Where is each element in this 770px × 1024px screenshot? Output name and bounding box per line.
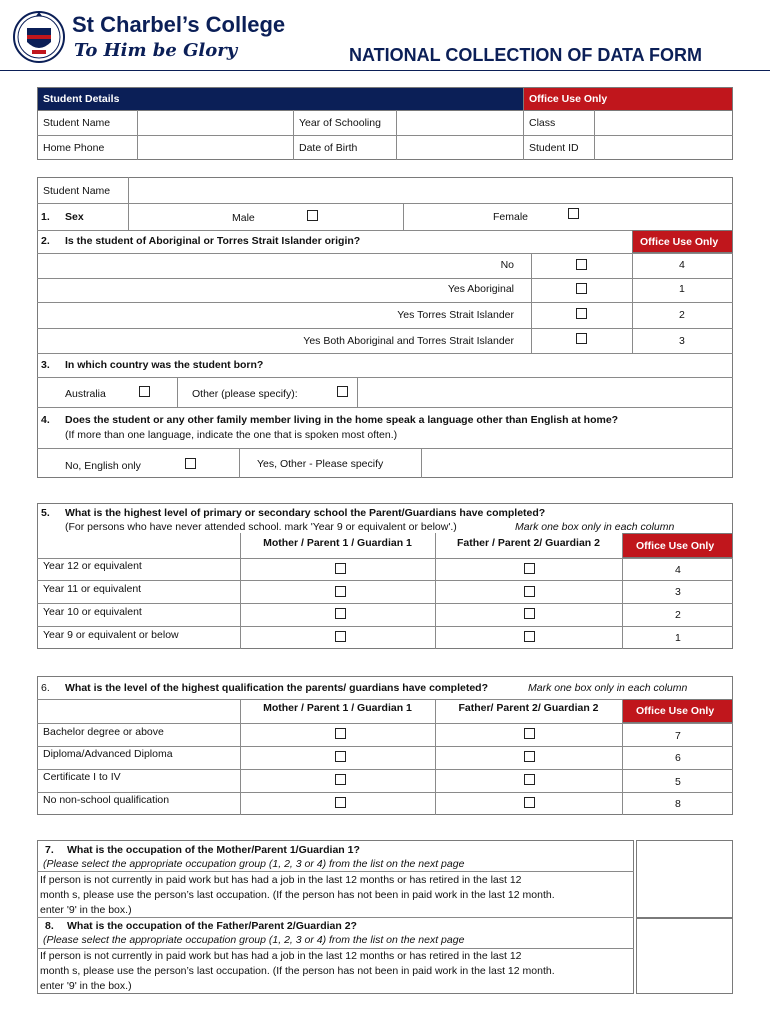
q3-other-label: Other (please specify): — [192, 388, 298, 400]
q2-option-label: Yes Aboriginal — [447, 283, 514, 295]
q6-father-checkbox[interactable] — [524, 797, 535, 808]
q5-number: 5. — [41, 507, 50, 519]
q6-row-code: 5 — [675, 776, 681, 788]
q6-mother-checkbox[interactable] — [335, 751, 346, 762]
college-motto: To Him be Glory — [74, 40, 238, 61]
q3-number: 3. — [41, 359, 50, 371]
date-of-birth-input[interactable] — [398, 137, 521, 158]
q6-number: 6. — [41, 682, 50, 694]
student-id-input[interactable] — [596, 137, 731, 158]
q5-row-label: Year 10 or equivalent — [43, 606, 142, 618]
q5-row-label: Year 12 or equivalent — [43, 560, 142, 572]
q1-student-name-input[interactable] — [130, 179, 731, 201]
q2-option-checkbox[interactable] — [576, 333, 587, 344]
q7-number: 7. — [45, 844, 54, 856]
home-phone-label: Home Phone — [43, 142, 105, 154]
q5-row-label: Year 9 or equivalent or below — [43, 629, 179, 641]
q2-option-checkbox[interactable] — [576, 283, 587, 294]
home-phone-input[interactable] — [139, 137, 291, 158]
q6-father-checkbox[interactable] — [524, 751, 535, 762]
q5-note-italic: Mark one box only in each column — [515, 521, 675, 533]
q2-option-code: 2 — [679, 309, 685, 321]
q6-row-code: 7 — [675, 730, 681, 742]
q6-row-label: Certificate I to IV — [43, 771, 121, 783]
q3-question: In which country was the student born? — [65, 359, 264, 371]
q3-australia-label: Australia — [65, 388, 106, 400]
q1-female-label: Female — [493, 211, 529, 223]
australia-checkbox[interactable] — [139, 386, 150, 397]
q5-office-use-label: Office Use Only — [636, 540, 715, 552]
q2-option-code: 4 — [679, 259, 685, 271]
female-checkbox[interactable] — [568, 208, 579, 219]
q5-col-father: Father / Parent 2/ Guardian 2 — [457, 537, 600, 549]
q6-col-father: Father/ Parent 2/ Guardian 2 — [458, 702, 599, 714]
date-of-birth-label: Date of Birth — [299, 142, 358, 154]
q6-mother-checkbox[interactable] — [335, 728, 346, 739]
year-of-schooling-label: Year of Schooling — [299, 117, 381, 129]
q2-option-code: 1 — [679, 283, 685, 295]
q5-col-mother: Mother / Parent 1 / Guardian 1 — [263, 537, 412, 549]
q6-office-use-label: Office Use Only — [636, 705, 715, 717]
q8-text-line-3: enter '9' in the box.) — [40, 980, 132, 992]
q2-option-label: No — [500, 259, 514, 271]
q6-row-code: 6 — [675, 752, 681, 764]
other-country-input[interactable] — [359, 379, 731, 405]
student-details-heading: Student Details — [43, 93, 120, 105]
q6-father-checkbox[interactable] — [524, 728, 535, 739]
q7-text-line-1: If person is not currently in paid work but has had a job in the last 12 months or has retired in the last 12 — [40, 874, 522, 886]
q6-row-label: No non-school qualification — [43, 794, 170, 806]
q7-text-line-2: month s, please use the person’s last occupation. (If the person has not been in paid work in the last 12 month. — [40, 889, 555, 901]
q2-number: 2. — [41, 235, 50, 247]
student-id-label: Student ID — [529, 142, 579, 154]
q7-answer-box[interactable] — [636, 840, 733, 918]
no-english-checkbox[interactable] — [185, 458, 196, 469]
q8-question: What is the occupation of the Father/Parent 2/Guardian 2? — [67, 920, 357, 932]
college-crest — [12, 8, 66, 66]
q4-question: Does the student or any other family member living in the home speak a language other than English at home? — [65, 414, 619, 426]
q4-no-english-label: No, English only — [65, 460, 141, 472]
q8-answer-box[interactable] — [636, 918, 733, 994]
q7-question: What is the occupation of the Mother/Parent 1/Guardian 1? — [67, 844, 360, 856]
q1-male-label: Male — [232, 212, 255, 224]
q5-note: (For persons who have never attended school. mark 'Year 9 or equivalent or below'.) — [65, 521, 457, 533]
q2-option-label: Yes Both Aboriginal and Torres Strait Islander — [303, 335, 514, 347]
q4-note: (If more than one language, indicate the one that is spoken most often.) — [65, 429, 398, 441]
q7-note: (Please select the appropriate occupation group (1, 2, 3 or 4) from the list on the next page — [43, 858, 465, 870]
q5-mother-checkbox[interactable] — [335, 631, 346, 642]
class-label: Class — [529, 117, 556, 129]
q5-mother-checkbox[interactable] — [335, 563, 346, 574]
q1-sex-label: Sex — [65, 211, 84, 223]
office-use-label: Office Use Only — [529, 93, 608, 105]
q6-row-code: 8 — [675, 798, 681, 810]
q8-number: 8. — [45, 920, 54, 932]
q2-option-label: Yes Torres Strait Islander — [397, 309, 514, 321]
header-rule — [0, 70, 770, 71]
student-name-label: Student Name — [43, 117, 111, 129]
q6-father-checkbox[interactable] — [524, 774, 535, 785]
q6-row-label: Diploma/Advanced Diploma — [43, 748, 173, 760]
q5-row-code: 2 — [675, 609, 681, 621]
q6-mother-checkbox[interactable] — [335, 774, 346, 785]
q5-row-code: 1 — [675, 632, 681, 644]
q2-option-code: 3 — [679, 335, 685, 347]
q8-note: (Please select the appropriate occupation group (1, 2, 3 or 4) from the list on the next page — [43, 934, 465, 946]
q1-number: 1. — [41, 211, 50, 223]
college-name: St Charbel’s College — [72, 12, 286, 37]
q6-question: What is the level of the highest qualification the parents/ guardians have completed? — [65, 682, 488, 694]
q6-col-mother: Mother / Parent 1 / Guardian 1 — [263, 702, 412, 714]
q5-mother-checkbox[interactable] — [335, 608, 346, 619]
q5-question: What is the highest level of primary or secondary school the Parent/Guardians have completed? — [65, 507, 546, 519]
q7-text-line-3: enter '9' in the box.) — [40, 904, 132, 916]
q2-option-checkbox[interactable] — [576, 259, 587, 270]
q5-row-code: 3 — [675, 586, 681, 598]
other-country-checkbox[interactable] — [337, 386, 348, 397]
q5-row-label: Year 11 or equivalent — [43, 583, 142, 595]
q5-row-code: 4 — [675, 564, 681, 576]
student-name-input[interactable] — [139, 112, 291, 133]
class-input[interactable] — [596, 112, 731, 133]
q5-father-checkbox[interactable] — [524, 586, 535, 597]
q5-father-checkbox[interactable] — [524, 563, 535, 574]
q8-text-line-1: If person is not currently in paid work but has had a job in the last 12 months or has retired in the last 12 — [40, 950, 522, 962]
q2-question: Is the student of Aboriginal or Torres Strait Islander origin? — [65, 235, 361, 247]
q1-student-name-label: Student Name — [43, 185, 111, 197]
q5-father-checkbox[interactable] — [524, 631, 535, 642]
year-of-schooling-input[interactable] — [398, 112, 521, 133]
q5-father-checkbox[interactable] — [524, 608, 535, 619]
q5-mother-checkbox[interactable] — [335, 586, 346, 597]
other-language-input[interactable] — [423, 450, 731, 476]
q8-text-line-2: month s, please use the person’s last occupation. (If the person has not been in paid work in the last 12 month. — [40, 965, 555, 977]
q4-number: 4. — [41, 414, 50, 426]
q6-note-italic: Mark one box only in each column — [528, 682, 688, 694]
q4-yes-other-label: Yes, Other - Please specify — [257, 458, 384, 470]
q2-option-checkbox[interactable] — [576, 308, 587, 319]
form-title: NATIONAL COLLECTION OF DATA FORM — [349, 45, 702, 65]
q6-row-label: Bachelor degree or above — [43, 726, 164, 738]
q2-office-use-label: Office Use Only — [640, 236, 719, 248]
male-checkbox[interactable] — [307, 210, 318, 221]
q6-mother-checkbox[interactable] — [335, 797, 346, 808]
